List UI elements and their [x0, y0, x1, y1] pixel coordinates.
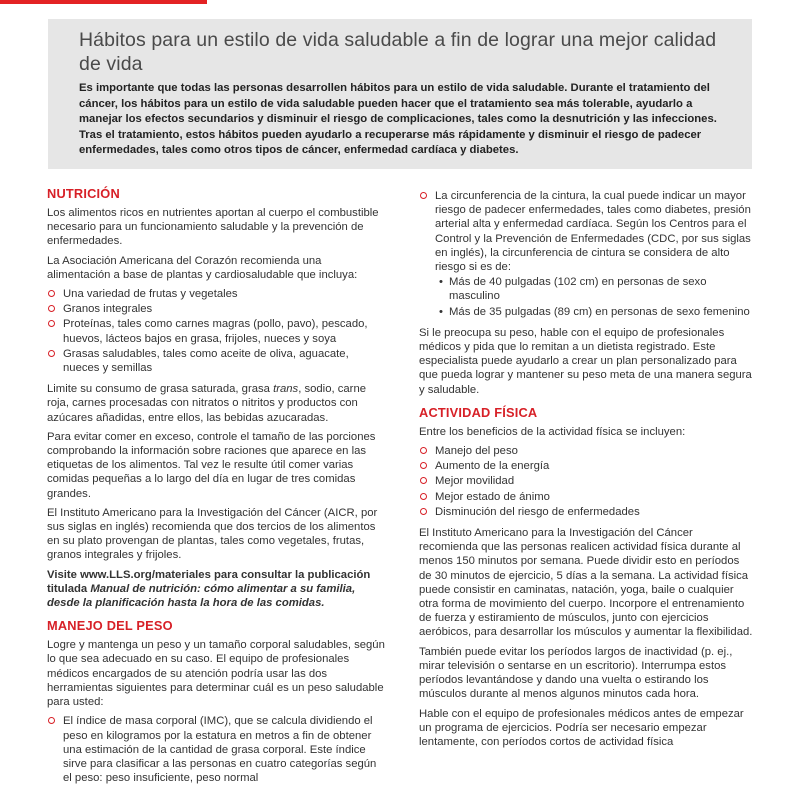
circle-bullet-icon	[420, 477, 427, 484]
list-item: Una variedad de frutas y vegetales	[47, 287, 385, 301]
right-column	[419, 189, 753, 754]
list-item: Mejor estado de ánimo	[419, 490, 753, 504]
list-item: Proteínas, tales como carnes magras (pollo, pavo), pescado, huevos, lácteos bajos en grasa, frijoles, nueces y soya	[47, 317, 385, 345]
section-heading-peso: MANEJO DEL PESO	[47, 618, 173, 634]
header-accent-bar	[0, 0, 207, 4]
list-item: Manejo del peso	[419, 444, 753, 458]
circle-bullet-icon	[420, 462, 427, 469]
list-item: Aumento de la energía	[419, 459, 753, 473]
nutricion-paragraph: El Instituto Americano para la Investigación del Cáncer (AICR, por sus siglas en inglés) recomienda que dos tercios de los alimentos en su plato provengan de plantas, tales como vegetales, frutas, granos integrales y frijoles.	[47, 506, 378, 562]
circle-bullet-icon	[420, 447, 427, 454]
peso-paragraph: Logre y mantenga un peso y un tamaño corporal saludables, según lo que sea adecuado en su caso. El equipo de profesionales médicos encargados de su atención podría usar las dos herramientas siguientes para determinar cuál es un peso saludable para usted:	[47, 639, 385, 709]
circle-bullet-icon	[420, 493, 427, 500]
circle-bullet-icon	[48, 320, 55, 327]
sub-list-item: • Más de 40 pulgadas (102 cm) en personas de sexo masculino	[439, 276, 707, 303]
nutricion-visit-note: Visite www.LLS.org/materiales para consultar la publicación titulada Manual de nutrición: cómo alimentar a su familia, desde la planificación hasta la hora de las comidas.	[47, 568, 371, 610]
section-heading-nutricion: NUTRICIÓN	[47, 186, 120, 201]
actividad-paragraph: Hable con el equipo de profesionales médicos antes de empezar un programa de ejercicios. Podría ser necesario empezar lentamente, con períodos cortos de actividad física	[419, 707, 744, 748]
dot-bullet-icon: •	[439, 305, 443, 318]
intro-box	[48, 19, 752, 169]
list-item: Granos integrales	[47, 302, 385, 316]
list-item: Disminución del riesgo de enfermedades	[419, 505, 753, 519]
circle-bullet-icon	[48, 350, 55, 357]
page-title: Hábitos para un estilo de vida saludable a fin de lograr una mejor calidad de vida	[79, 29, 717, 75]
list-item: Mejor movilidad	[419, 474, 753, 488]
list-item: El índice de masa corporal (IMC), que se calcula dividiendo el peso en kilogramos por la estatura en metros a fin de obtener una estimación de la cantidad de grasa corporal. Este índice sirve para clasificar a las personas en cuatro categorías según el peso: peso insuficiente, peso normal	[47, 714, 385, 785]
actividad-paragraph: El Instituto Americano para la Investigación del Cáncer recomienda que las personas realicen actividad física durante al menos 150 minutos por semana. Puede dividir esto en períodos de 30 minutos de ejercicio, 5 días a la semana. La actividad física puede consistir en caminatas, natación, yoga, baile o cualquier otra forma de movimiento del cuerpo. Incorpore el entrenamiento de fuerza y estiramiento de músculos, junto con ejercicios aeróbicos, para desarrollar los músculos y aumentar la flexibilidad.	[419, 527, 753, 639]
circle-bullet-icon	[48, 717, 55, 724]
list-item: La circunferencia de la cintura, la cual puede indicar un mayor riesgo de padecer enfermedades, tales como diabetes, presión arterial alta y enfermedad cardíaca. Según los Centros para el Control y la Prevención de Enfermedades (CDC, por sus siglas en inglés), la circunferencia de cintura se considera de alto riesgo si es de: • Más de 40 pulgadas (102 cm) en personas de sexo masculino • Más de 35 pulgadas (89 cm) en personas de sexo femenino	[419, 189, 753, 319]
list-item: Grasas saludables, tales como aceite de oliva, aguacate, nueces y semillas	[47, 347, 385, 375]
left-column	[47, 186, 385, 792]
nutricion-list	[47, 287, 385, 375]
actividad-paragraph: También puede evitar los períodos largos de inactividad (p. ej., mirar televisión o sentarse en un escritorio). Interrumpa estos períodos levantándose y dando una vuelta o estirando los músculos durante al menos algunos minutos cada hora.	[419, 645, 733, 701]
peso-list-continued	[419, 189, 753, 319]
nutricion-paragraph: La Asociación Americana del Corazón recomienda una alimentación a base de plantas y cardiosaludable que incluya:	[47, 254, 358, 281]
section-heading-actividad: ACTIVIDAD FÍSICA	[419, 404, 538, 420]
nutricion-paragraph: Para evitar comer en exceso, controle el tamaño de las porciones comprobando la información sobre raciones que aparece en las etiquetas de los alimentos. Tal vez le resulte útil comer varias comidas pequeñas a lo largo del día en lugar de tres comidas grandes.	[47, 430, 376, 500]
circle-bullet-icon	[48, 305, 55, 312]
peso-paragraph: Si le preocupa su peso, hable con el equipo de profesionales médicos y pida que lo remitan a un dietista registrado. Este especialista puede ayudarlo a crear un plan personalizado para que pueda lograr y mantener su peso meta de una manera segura y saludable.	[419, 326, 752, 396]
actividad-list	[419, 444, 753, 519]
nutricion-paragraph: Los alimentos ricos en nutrientes aportan al cuerpo el combustible necesario para un funcionamiento saludable y la prevención de enfermedades.	[47, 207, 379, 248]
intro-text: Es importante que todas las personas desarrollen hábitos para un estilo de vida saludable. Durante el tratamiento del cáncer, los hábitos para un estilo de vida saludable pueden hacer que el tratamiento sea más tolerable, ayudarlo a manejar los efectos secundarios y disminuir el riesgo de complicaciones, tales como la desnutrición y las infecciones. Tras el tratamiento, estos hábitos pueden ayudarlo a recuperarse más rápidamente y disminuir el riesgo de padecer enfermedades, tales como otros tipos de cáncer, enfermedad cardíaca y diabetes.	[79, 82, 717, 157]
peso-list	[47, 714, 385, 785]
cintura-sublist	[435, 275, 753, 319]
sub-list-item: • Más de 35 pulgadas (89 cm) en personas de sexo femenino	[439, 305, 750, 318]
circle-bullet-icon	[420, 508, 427, 515]
circle-bullet-icon	[48, 290, 55, 297]
circle-bullet-icon	[420, 192, 427, 199]
actividad-paragraph: Entre los beneficios de la actividad física se incluyen:	[419, 425, 686, 438]
nutricion-paragraph: Limite su consumo de grasa saturada, grasa trans, sodio, carne roja, carnes procesadas con nitratos o nitritos y productos con azúcares añadidas, entre ellos, las bebidas azucaradas.	[47, 383, 367, 424]
dot-bullet-icon: •	[439, 276, 443, 289]
